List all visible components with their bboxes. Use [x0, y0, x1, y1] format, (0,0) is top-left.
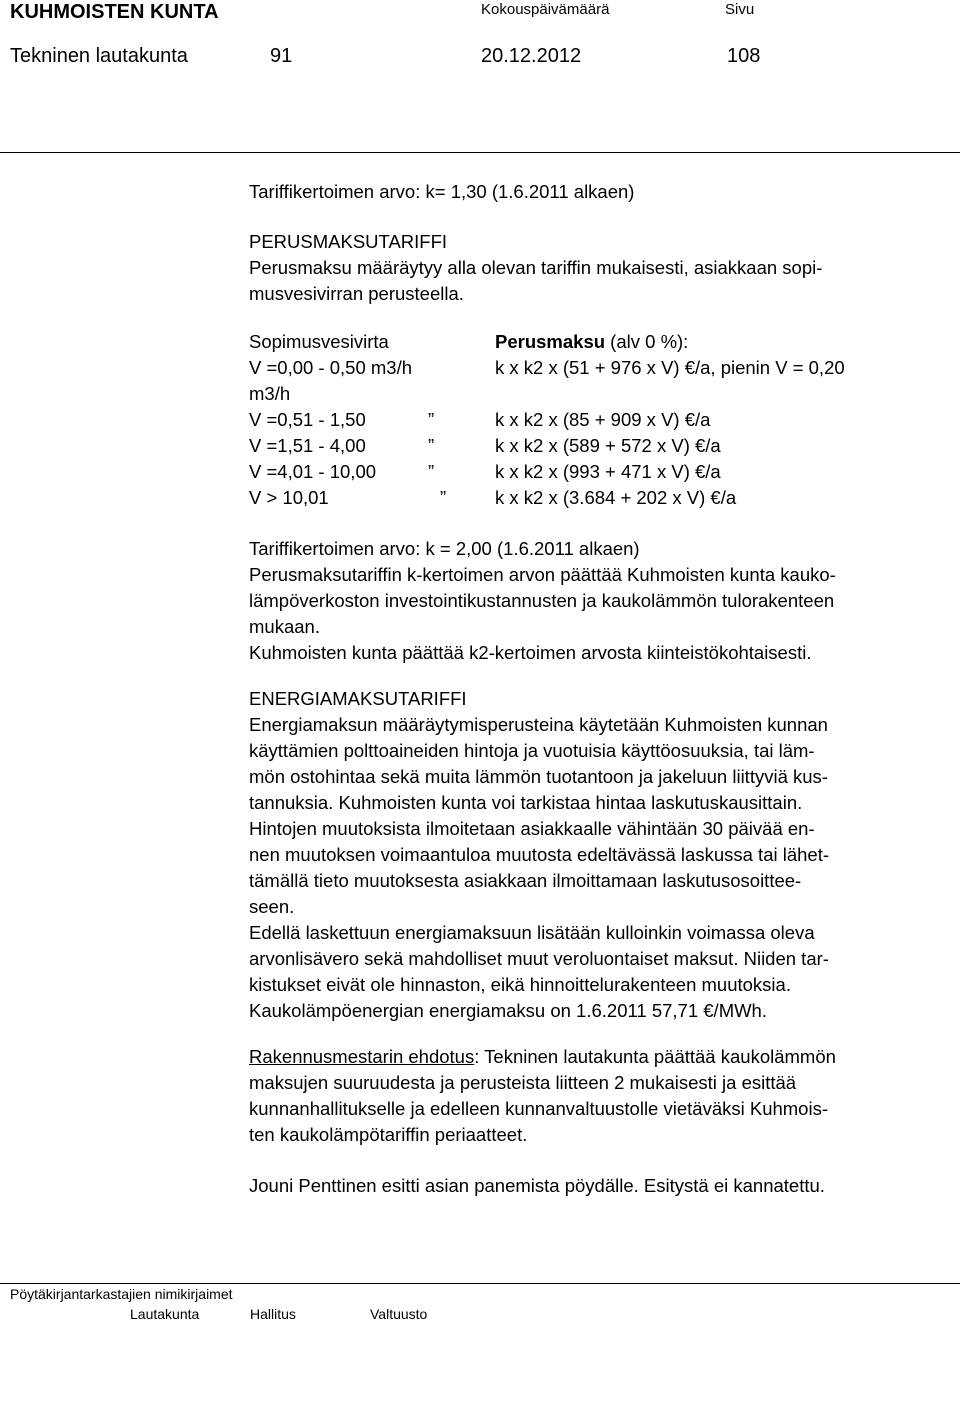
proposal-text-line: ten kaukolämpötariffin periaatteet.: [249, 1124, 528, 1145]
coefficient-line: Tariffikertoimen arvo: k = 2,00 (1.6.2011 alkaen): [249, 538, 640, 559]
perusmaksu-text-line: Perusmaksu määräytyy alla olevan tariffin mukaisesti, asiakkaan sopi-: [249, 257, 823, 278]
energy-text-line: kistukset eivät ole hinnaston, eikä hinnoittelurakenteen muutoksia.: [249, 974, 791, 995]
base-fee-header: Perusmaksu (alv 0 %):: [495, 331, 689, 352]
flow-range: V > 10,01: [249, 487, 329, 508]
ditto-mark: ”: [428, 461, 435, 482]
energy-text-line: mön ostohintaa sekä muita lämmön tuotantoon ja jakeluun liittyviä kus-: [249, 766, 828, 787]
coefficient-text-line: lämpöverkoston investointikustannusten ja kaukolämmön tulorakenteen: [249, 590, 835, 611]
perusmaksu-text-line: musvesivirran perusteella.: [249, 283, 464, 304]
motion-text: Jouni Penttinen esitti asian panemista pöydälle. Esitystä ei kannatettu.: [249, 1175, 825, 1196]
footer-divider: [0, 1283, 960, 1284]
ditto-mark: ”: [440, 487, 447, 508]
flow-range: V =1,51 - 4,00: [249, 435, 366, 456]
ditto-mark: ”: [428, 435, 435, 456]
fee-formula: k x k2 x (85 + 909 x V) €/a: [495, 409, 711, 430]
perusmaksu-heading: PERUSMAKSUTARIFFI: [249, 231, 448, 252]
footer-col-council: Valtuusto: [370, 1306, 428, 1322]
flow-range: m3/h: [249, 383, 291, 404]
proposal-label: Rakennusmestarin ehdotus: [249, 1046, 475, 1067]
flow-range: V =0,51 - 1,50: [249, 409, 366, 430]
energy-text-line: seen.: [249, 896, 295, 917]
page-label: Sivu: [725, 1, 755, 18]
energy-text-line: Edellä laskettuun energiamaksuun lisätään kulloinkin voimassa oleva: [249, 922, 815, 943]
coefficient-text-line: Kuhmoisten kunta päättää k2-kertoimen arvosta kiinteistökohtaisesti.: [249, 642, 812, 663]
section-number: 91: [270, 45, 293, 67]
energy-text-line: arvonlisävero sekä mahdolliset muut veroluontaiset maksut. Niiden tar-: [249, 948, 829, 969]
committee-name: Tekninen lautakunta: [10, 45, 188, 67]
energy-heading: ENERGIAMAKSUTARIFFI: [249, 688, 467, 709]
footer-title: Pöytäkirjantarkastajien nimikirjaimet: [10, 1286, 233, 1302]
energy-text-line: Kaukolämpöenergian energiamaksu on 1.6.2011 57,71 €/MWh.: [249, 1000, 767, 1021]
energy-text-line: Hintojen muutoksista ilmoitetaan asiakkaalle vähintään 30 päivää en-: [249, 818, 815, 839]
coefficient-section: [249, 536, 836, 666]
meeting-date-label: Kokouspäivämäärä: [481, 1, 610, 18]
footer-col-government: Hallitus: [250, 1306, 296, 1322]
coefficient-text-line: Perusmaksutariffin k-kertoimen arvon päättää Kuhmoisten kunta kauko-: [249, 564, 836, 585]
energy-text-line: Energiamaksun määräytymisperusteina käytetään Kuhmoisten kunnan: [249, 714, 828, 735]
proposal-first-line: Rakennusmestarin ehdotus: Tekninen lautakunta päättää kaukolämmön: [249, 1046, 836, 1067]
flow-range: V =0,00 - 0,50 m3/h: [249, 357, 413, 378]
organization-name: KUHMOISTEN KUNTA: [10, 1, 219, 23]
header-divider: [0, 152, 960, 153]
flow-rate-header: Sopimusvesivirta: [249, 331, 389, 352]
intro-block: [249, 179, 822, 307]
fee-formula: k x k2 x (3.684 + 202 x V) €/a: [495, 487, 737, 508]
energy-section: [249, 686, 829, 1024]
proposal-text-line: kunnanhallitukselle ja edelleen kunnanvaltuustolle vietäväksi Kuhmois-: [249, 1098, 828, 1119]
energy-text-line: nen muutoksen voimaantuloa muutosta edeltävässä laskussa tai lähet-: [249, 844, 830, 865]
meeting-date: 20.12.2012: [481, 45, 582, 67]
fee-formula: k x k2 x (993 + 471 x V) €/a: [495, 461, 721, 482]
ditto-mark: ”: [428, 409, 435, 430]
fee-formula: k x k2 x (589 + 572 x V) €/a: [495, 435, 721, 456]
energy-text-line: tannuksia. Kuhmoisten kunta voi tarkistaa hintaa laskutuskausittain.: [249, 792, 803, 813]
proposal-text-line: maksujen suuruudesta ja perusteista liitteen 2 mukaisesti ja esittää: [249, 1072, 797, 1093]
motion-section: [249, 1173, 825, 1199]
energy-text-line: käyttämien polttoaineiden hintoja ja vuotuisia käyttöosuuksia, tai läm-: [249, 740, 815, 761]
coefficient-text-line: mukaan.: [249, 616, 320, 637]
energy-text-line: tämällä tieto muutoksesta asiakkaan ilmoittamaan laskutusosoittee-: [249, 870, 802, 891]
page-number: 108: [727, 45, 761, 67]
flow-range: V =4,01 - 10,00: [249, 461, 377, 482]
proposal-section: [249, 1044, 836, 1148]
coefficient-2011-line: Tariffikertoimen arvo: k= 1,30 (1.6.2011 alkaen): [249, 181, 635, 202]
footer-col-board: Lautakunta: [130, 1306, 200, 1322]
fee-formula: k x k2 x (51 + 976 x V) €/a, pienin V = 0,20: [495, 357, 845, 378]
